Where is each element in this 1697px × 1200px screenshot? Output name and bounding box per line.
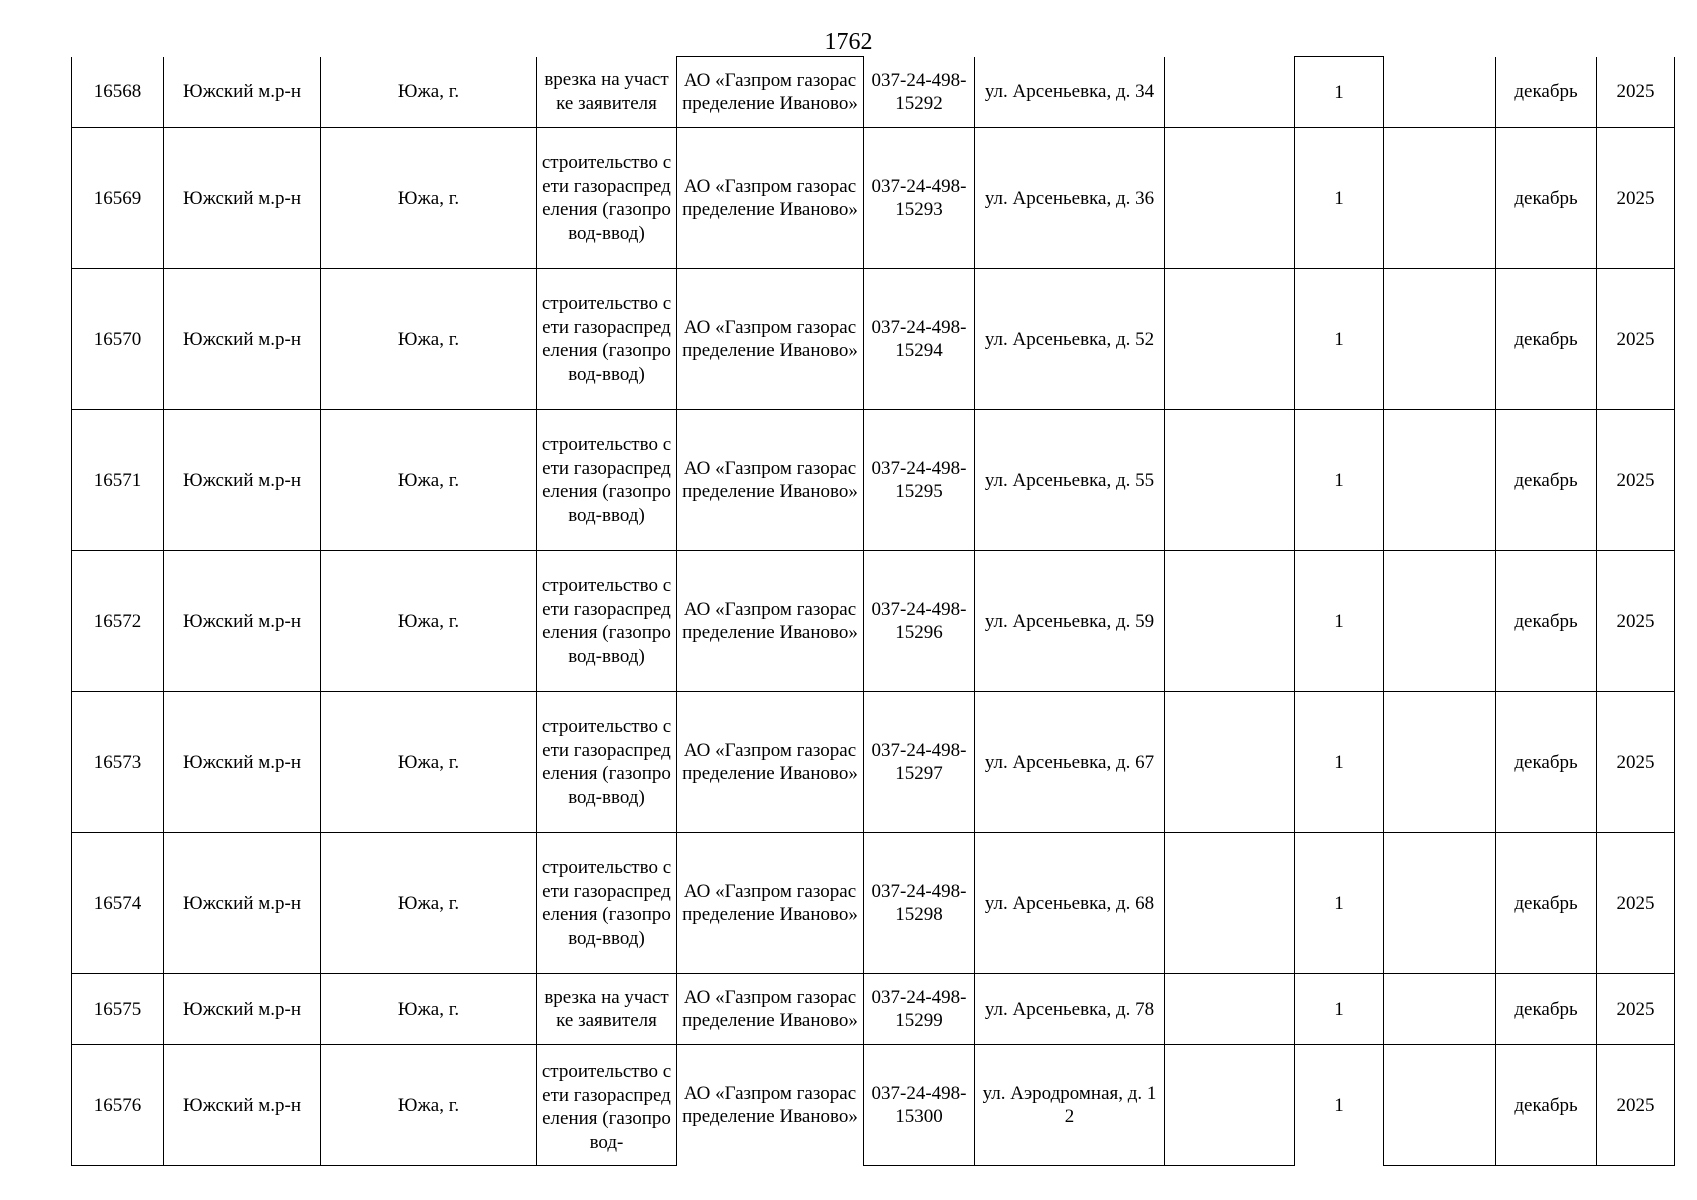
table-row xyxy=(72,974,1675,1045)
empty-cell xyxy=(1384,974,1496,1045)
row-id: 16572 xyxy=(72,551,164,692)
empty-cell xyxy=(1384,833,1496,974)
extra-cell xyxy=(1165,128,1295,269)
work-type: строительство сети газораспределения (газопровод-ввод) xyxy=(537,410,677,551)
object-code: 037-24-498-15299 xyxy=(864,974,975,1045)
table-row xyxy=(72,1045,1675,1166)
settlement: Южа, г. xyxy=(321,128,537,269)
settlement: Южа, г. xyxy=(321,833,537,974)
address: ул. Арсеньевка, д. 67 xyxy=(975,692,1165,833)
row-id: 16576 xyxy=(72,1045,164,1166)
work-type: строительство сети газораспределения (газопровод-ввод) xyxy=(537,269,677,410)
empty-cell xyxy=(1384,269,1496,410)
district: Южский м.р-н xyxy=(164,57,321,128)
address: ул. Арсеньевка, д. 34 xyxy=(975,57,1165,128)
year: 2025 xyxy=(1597,551,1675,692)
count: 1 xyxy=(1295,57,1384,128)
year: 2025 xyxy=(1597,57,1675,128)
work-type: врезка на участке заявителя xyxy=(537,974,677,1045)
table-row xyxy=(72,551,1675,692)
year: 2025 xyxy=(1597,128,1675,269)
work-type: строительство сети газораспределения (газопровод-ввод) xyxy=(537,128,677,269)
object-code: 037-24-498-15292 xyxy=(864,57,975,128)
year: 2025 xyxy=(1597,692,1675,833)
work-type: строительство сети газораспределения (газопровод-ввод) xyxy=(537,551,677,692)
object-code: 037-24-498-15297 xyxy=(864,692,975,833)
month: декабрь xyxy=(1496,269,1597,410)
district: Южский м.р-н xyxy=(164,833,321,974)
work-type: строительство сети газораспределения (газопровод-ввод) xyxy=(537,833,677,974)
count: 1 xyxy=(1295,269,1384,410)
count: 1 xyxy=(1295,833,1384,974)
extra-cell xyxy=(1165,269,1295,410)
empty-cell xyxy=(1384,57,1496,128)
month: декабрь xyxy=(1496,692,1597,833)
object-code: 037-24-498-15296 xyxy=(864,551,975,692)
address: ул. Арсеньевка, д. 68 xyxy=(975,833,1165,974)
table-row xyxy=(72,833,1675,974)
district: Южский м.р-н xyxy=(164,269,321,410)
object-code: 037-24-498-15293 xyxy=(864,128,975,269)
row-id: 16570 xyxy=(72,269,164,410)
register-table xyxy=(71,56,1675,1166)
address: ул. Арсеньевка, д. 36 xyxy=(975,128,1165,269)
address: ул. Арсеньевка, д. 55 xyxy=(975,410,1165,551)
extra-cell xyxy=(1165,833,1295,974)
table-row xyxy=(72,269,1675,410)
settlement: Южа, г. xyxy=(321,269,537,410)
settlement: Южа, г. xyxy=(321,1045,537,1166)
row-id: 16571 xyxy=(72,410,164,551)
row-id: 16568 xyxy=(72,57,164,128)
organization: АО «Газпром газораспределение Иваново» xyxy=(677,692,864,833)
district: Южский м.р-н xyxy=(164,128,321,269)
year: 2025 xyxy=(1597,269,1675,410)
month: декабрь xyxy=(1496,974,1597,1045)
settlement: Южа, г. xyxy=(321,692,537,833)
settlement: Южа, г. xyxy=(321,974,537,1045)
object-code: 037-24-498-15298 xyxy=(864,833,975,974)
address: ул. Аэродромная, д. 12 xyxy=(975,1045,1165,1166)
organization: АО «Газпром газораспределение Иваново» xyxy=(677,833,864,974)
extra-cell xyxy=(1165,410,1295,551)
table-row xyxy=(72,410,1675,551)
district: Южский м.р-н xyxy=(164,692,321,833)
object-code: 037-24-498-15300 xyxy=(864,1045,975,1166)
extra-cell xyxy=(1165,1045,1295,1166)
row-id: 16573 xyxy=(72,692,164,833)
settlement: Южа, г. xyxy=(321,410,537,551)
extra-cell xyxy=(1165,974,1295,1045)
extra-cell xyxy=(1165,57,1295,128)
month: декабрь xyxy=(1496,410,1597,551)
table-row xyxy=(72,57,1675,128)
page-number: 1762 xyxy=(824,29,873,55)
table-row xyxy=(72,128,1675,269)
empty-cell xyxy=(1384,551,1496,692)
empty-cell xyxy=(1384,1045,1496,1166)
count: 1 xyxy=(1295,551,1384,692)
organization: АО «Газпром газораспределение Иваново» xyxy=(677,57,864,128)
empty-cell xyxy=(1384,410,1496,551)
row-id: 16575 xyxy=(72,974,164,1045)
count: 1 xyxy=(1295,692,1384,833)
year: 2025 xyxy=(1597,1045,1675,1166)
district: Южский м.р-н xyxy=(164,410,321,551)
organization: АО «Газпром газораспределение Иваново» xyxy=(677,128,864,269)
year: 2025 xyxy=(1597,410,1675,551)
work-type: строительство сети газораспределения (газопровод- xyxy=(537,1045,677,1166)
address: ул. Арсеньевка, д. 52 xyxy=(975,269,1165,410)
table-row xyxy=(72,692,1675,833)
month: декабрь xyxy=(1496,833,1597,974)
organization: АО «Газпром газораспределение Иваново» xyxy=(677,410,864,551)
month: декабрь xyxy=(1496,1045,1597,1166)
count: 1 xyxy=(1295,1045,1384,1166)
object-code: 037-24-498-15295 xyxy=(864,410,975,551)
district: Южский м.р-н xyxy=(164,551,321,692)
district: Южский м.р-н xyxy=(164,1045,321,1166)
address: ул. Арсеньевка, д. 59 xyxy=(975,551,1165,692)
organization: АО «Газпром газораспределение Иваново» xyxy=(677,551,864,692)
extra-cell xyxy=(1165,551,1295,692)
empty-cell xyxy=(1384,692,1496,833)
month: декабрь xyxy=(1496,57,1597,128)
count: 1 xyxy=(1295,128,1384,269)
year: 2025 xyxy=(1597,833,1675,974)
count: 1 xyxy=(1295,410,1384,551)
address: ул. Арсеньевка, д. 78 xyxy=(975,974,1165,1045)
settlement: Южа, г. xyxy=(321,551,537,692)
work-type: строительство сети газораспределения (газопровод-ввод) xyxy=(537,692,677,833)
month: декабрь xyxy=(1496,128,1597,269)
empty-cell xyxy=(1384,128,1496,269)
work-type: врезка на участке заявителя xyxy=(537,57,677,128)
organization: АО «Газпром газораспределение Иваново» xyxy=(677,974,864,1045)
extra-cell xyxy=(1165,692,1295,833)
object-code: 037-24-498-15294 xyxy=(864,269,975,410)
count: 1 xyxy=(1295,974,1384,1045)
settlement: Южа, г. xyxy=(321,57,537,128)
year: 2025 xyxy=(1597,974,1675,1045)
month: декабрь xyxy=(1496,551,1597,692)
organization: АО «Газпром газораспределение Иваново» xyxy=(677,1045,864,1166)
row-id: 16574 xyxy=(72,833,164,974)
organization: АО «Газпром газораспределение Иваново» xyxy=(677,269,864,410)
district: Южский м.р-н xyxy=(164,974,321,1045)
row-id: 16569 xyxy=(72,128,164,269)
